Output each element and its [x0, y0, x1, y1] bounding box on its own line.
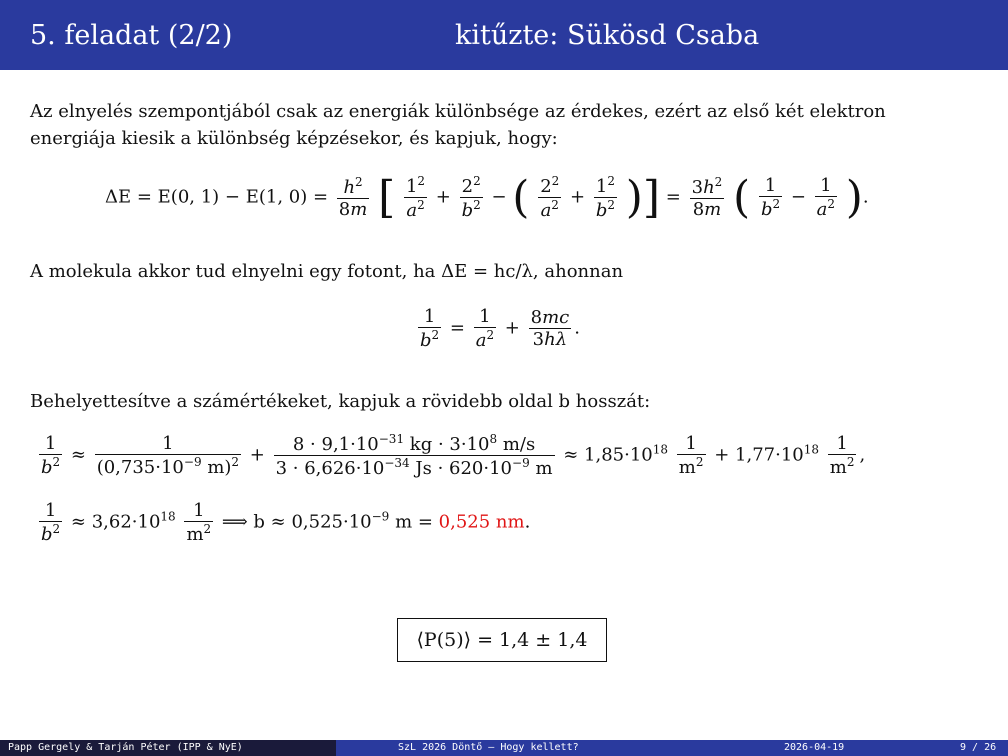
equation-result: $\frac{1}{b^2}$ ≈ $3,62\cdot 10^{18}$ $\frac{1}{m^2}$ ⟹ $b \approx 0,525\cdot 10^{-9}$ m = 0,525 nm.: [41, 500, 531, 545]
slide-header: [0, 0, 1008, 70]
slide-title: 5. feladat (2/2): [30, 20, 233, 51]
score-box: ⟨P(5)⟩ = 1,4 ± 1,4: [397, 618, 607, 662]
footer-page-number: 9 / 26: [960, 742, 997, 753]
equation-energy-difference: ΔE = E(0, 1) − E(1, 0) = $\frac{h^2}{8m}$ [ $\frac{1^2}{a^2}$ + $\frac{2^2}{b^2}$ − ( $\frac{2^2}{a^2}$ + $\frac{1^2}{b^2}$ )] = $\frac{3h^2}{8m}$ ( $\frac{1}{b^2}$ − $\frac{1}{a^2}$ ).: [105, 172, 869, 223]
footer-authors: Papp Gergely & Tarján Péter (IPP & NyE): [0, 740, 336, 756]
footer-date: 2026-04-19: [784, 742, 845, 753]
paragraph-absorption: A molekula akkor tud elnyelni egy fotont, ha ΔE = hc/λ, ahonnan: [30, 261, 624, 282]
equation-numeric: $\frac{1}{b^2}$ ≈ $\frac{1}{(0,735\cdot 10^{-9} m)^2}$ + $\frac{8 \cdot 9,1\cdot 10^{-31} kg \cdot 3\cdot 10^8 m/s}{3 \cdot 6,626\cdot 10^{-34} Js \cdot 620\cdot 10^{-9} m}$ ≈ $1,85\cdot 10^{18}$ $\frac{1}{m^2}$ + $1,77\cdot 10^{18}$ $\frac{1}{m^2}$ ,: [41, 432, 866, 479]
answer-value: 0,525 nm: [438, 511, 525, 533]
paragraph-intro: Az elnyelés szempontjából csak az energiák különbsége az érdekes, ezért az első két elektron energiája kiesik a különbség képzésekor, és kapjuk, hogy:: [30, 101, 886, 149]
slide-author: kitűzte: Sükösd Csaba: [455, 20, 760, 51]
slide-footer: [0, 740, 1008, 756]
paragraph-substitution: Behelyettesítve a számértékeket, kapjuk a rövidebb oldal b hosszát:: [30, 391, 651, 412]
footer-event: SzL 2026 Döntő – Hogy kellett?: [398, 742, 579, 753]
equation-b-relation: $\frac{1}{b^2}$ = $\frac{1}{a^2}$ + $\frac{8mc}{3h\lambda}$ .: [420, 306, 580, 351]
